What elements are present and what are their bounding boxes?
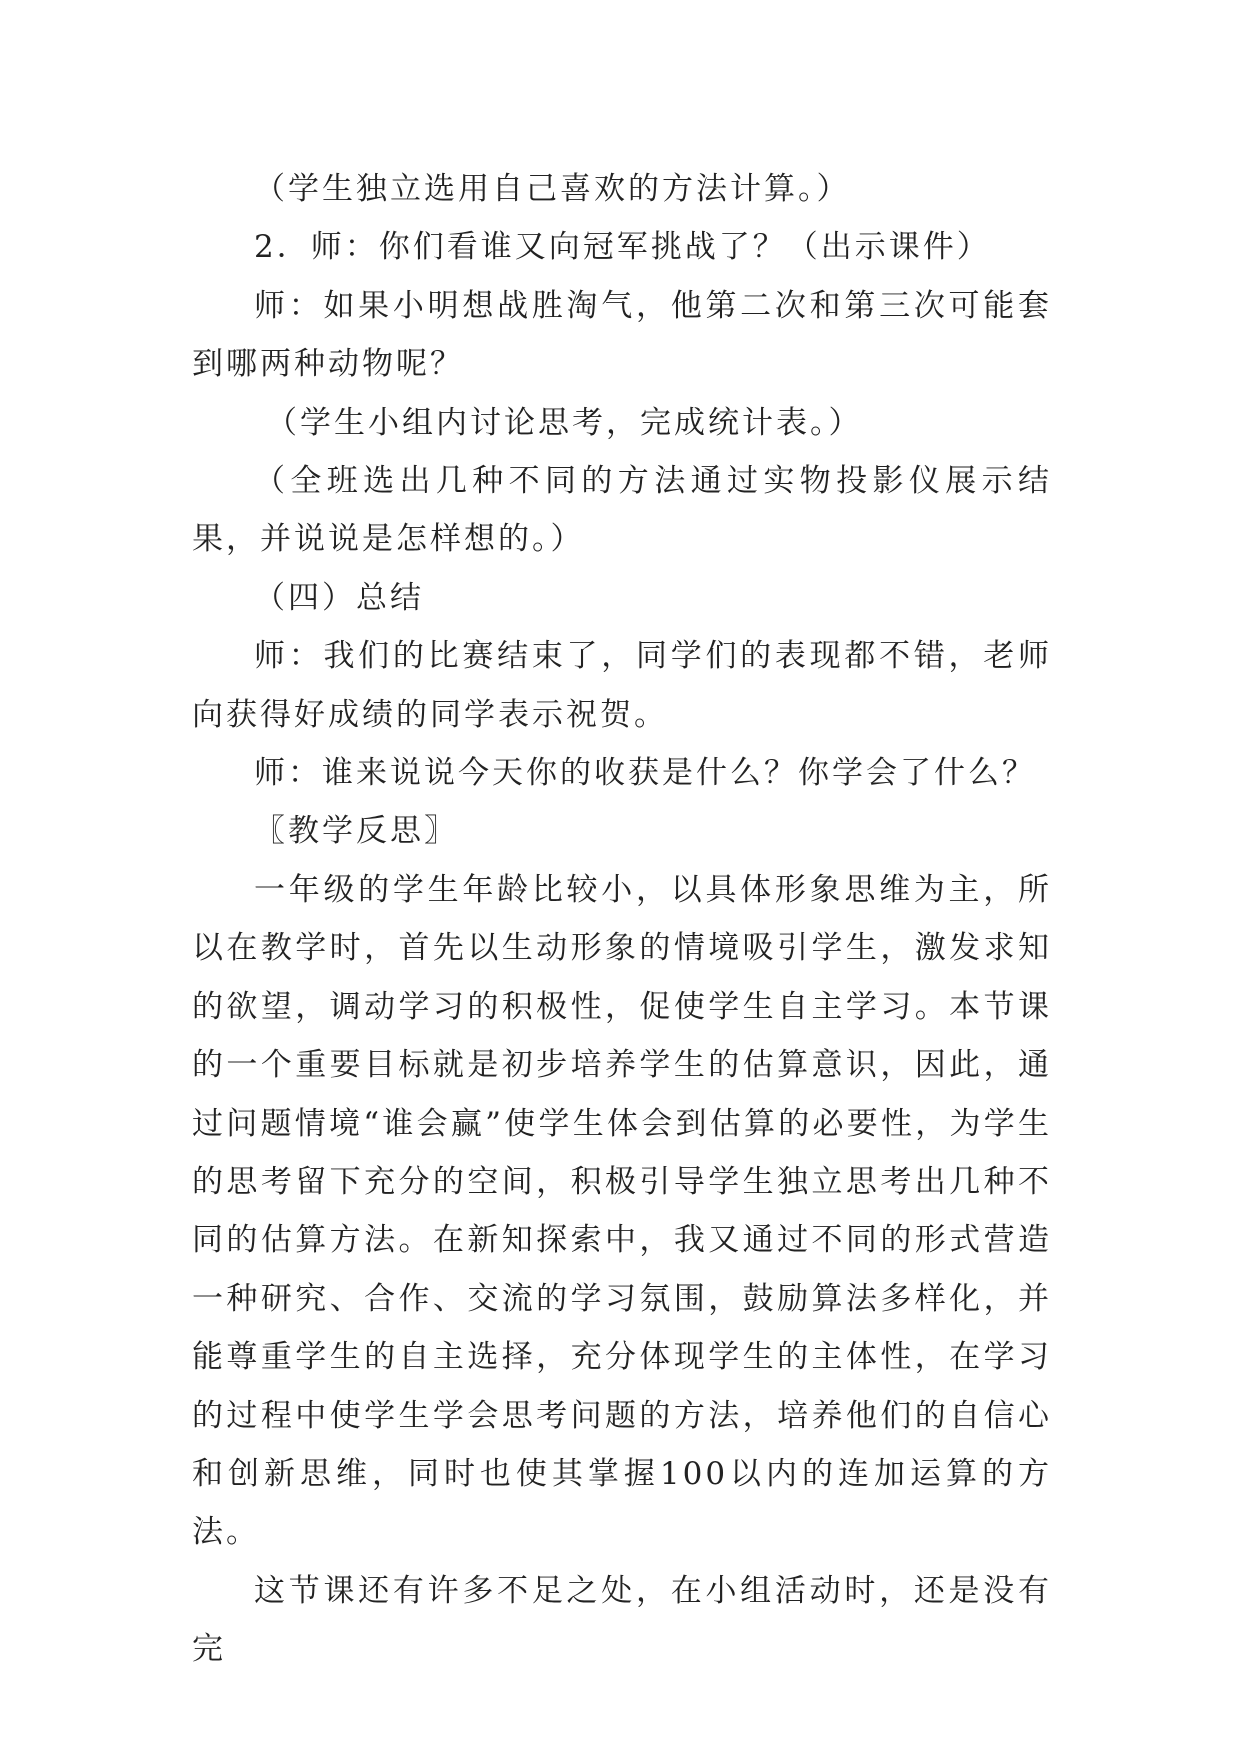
paragraph-group-discussion: （学生小组内讨论思考，完成统计表。）: [266, 404, 863, 441]
paragraph-teacher-question: 师：如果小明想战胜淘气，他第二次和第三次可能套到哪两种动物呢？: [192, 287, 1052, 383]
paragraph-teacher-challenge: 2．师：你们看谁又向冠军挑战了？（出示课件）: [254, 229, 991, 266]
paragraph-teacher-harvest: 师：谁来说说今天你的收获是什么？你学会了什么？: [254, 755, 1036, 792]
section-heading-summary: （四）总结: [254, 579, 424, 616]
paragraph-shortcomings: 这节课还有许多不足之处，在小组活动时，还是没有完: [192, 1572, 1052, 1668]
paragraph-class-results: （全班选出几种不同的方法通过实物投影仪展示结果，并说说是怎样想的。）: [192, 463, 1052, 558]
paragraph-reflection-body: 一年级的学生年龄比较小，以具体形象思维为主，所以在教学时，首先以生动形象的情境吸引学生，激发求知的欲望，调动学习的积极性，促使学生自主学习。本节课的一个重要目标就是初步培养学生的估算意识，因此，通过问题情境“谁会赢”使学生体会到估算的必要性，为学生的思考留下充分的空间，积极引导学生独立思考出几种不同的估算方法。在新知探索中，我又通过不同的形式营造一种研究、合作、交流的学习氛围，鼓励算法多样化，并能尊重学生的自主选择，充分体现学生的主体性，在学习的过程中使学生学会思考问题的方法，培养他们的自信心和创新思维，同时也使其掌握100以内的连加运算的方法。: [192, 871, 1052, 1551]
document-body: [192, 160, 1052, 1679]
section-heading-reflection: 〖教学反思〗: [254, 813, 458, 850]
paragraph-teacher-congrats: 师：我们的比赛结束了，同学们的表现都不错，老师向获得好成绩的同学表示祝贺。: [192, 638, 1052, 733]
paragraph-student-calc: （学生独立选用自己喜欢的方法计算。）: [254, 171, 851, 207]
